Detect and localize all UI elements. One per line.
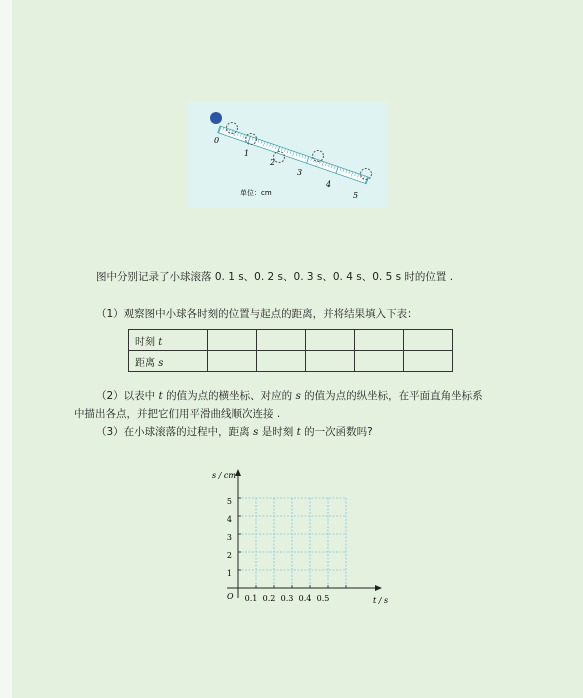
- ruler-illustration: [188, 102, 388, 208]
- question-2: （2）以表中 t 的值为点的横坐标、对应的 s 的值为点的纵坐标，在平面直角坐标系: [96, 390, 483, 402]
- tick-marks: [238, 498, 346, 588]
- question-2-line2: 中描出各点，并把它们用平滑曲线顺次连接 .: [74, 408, 281, 420]
- grid-lines: [238, 498, 346, 588]
- ruler-label-4: 4: [326, 180, 332, 189]
- x-tick-label: 0.5: [316, 594, 330, 603]
- coordinate-grid-svg: [198, 462, 398, 612]
- question-3: （3）在小球滚落的过程中，距离 s 是时刻 t 的一次函数吗?: [96, 426, 373, 438]
- table-cell: [257, 351, 306, 372]
- document-page: [12, 0, 583, 698]
- data-table: [128, 329, 453, 372]
- y-tick-label: 2: [226, 551, 232, 560]
- x-axis-label: t / s: [373, 596, 389, 605]
- x-tick-label: 0.1: [244, 594, 258, 603]
- y-tick-label: 5: [226, 497, 232, 506]
- table-row-time: [129, 330, 453, 351]
- table-cell: [208, 351, 257, 372]
- table-cell: [208, 330, 257, 351]
- ruler-figure: [188, 102, 388, 208]
- unit-label: 单位：cm: [240, 189, 272, 197]
- table-cell: [404, 351, 453, 372]
- y-axis-label: s / cm: [212, 471, 236, 480]
- ruler-label-5: 5: [353, 191, 359, 200]
- x-axis-arrow: [375, 585, 382, 591]
- y-tick-label: 3: [226, 533, 232, 542]
- ruler-label-3: 3: [297, 168, 303, 177]
- question-1: （1）观察图中小球各时刻的位置与起点的距离，并将结果填入下表：: [96, 308, 418, 320]
- ruler-label-1: 1: [244, 149, 250, 158]
- table-header-time: 时刻 t: [129, 330, 208, 351]
- ruler-label-0: 0: [214, 136, 220, 145]
- table-header-distance: 距离 s: [129, 351, 208, 372]
- table-cell: [404, 330, 453, 351]
- x-tick-label: 0.3: [280, 594, 294, 603]
- table-cell: [306, 351, 355, 372]
- table-cell: [355, 351, 404, 372]
- coordinate-grid: [198, 462, 398, 616]
- table-cell: [306, 330, 355, 351]
- var-t: t: [158, 336, 163, 348]
- y-tick-label: 1: [226, 569, 232, 578]
- table-cell: [257, 330, 306, 351]
- ruler-label-2: 2: [270, 158, 276, 167]
- x-tick-label: 0.2: [262, 594, 276, 603]
- table-row-distance: [129, 351, 453, 372]
- table-cell: [355, 330, 404, 351]
- ball-start: [210, 112, 222, 124]
- x-tick-label: 0.4: [298, 594, 312, 603]
- y-tick-label: 4: [226, 515, 232, 524]
- origin-label: O: [227, 592, 234, 601]
- page-margin-strip: [0, 0, 12, 698]
- var-s: s: [158, 357, 164, 369]
- intro-text: 图中分别记录了小球滚落 0. 1 s、0. 2 s、0. 3 s、0. 4 s、0. 5 s 时的位置 .: [96, 271, 454, 283]
